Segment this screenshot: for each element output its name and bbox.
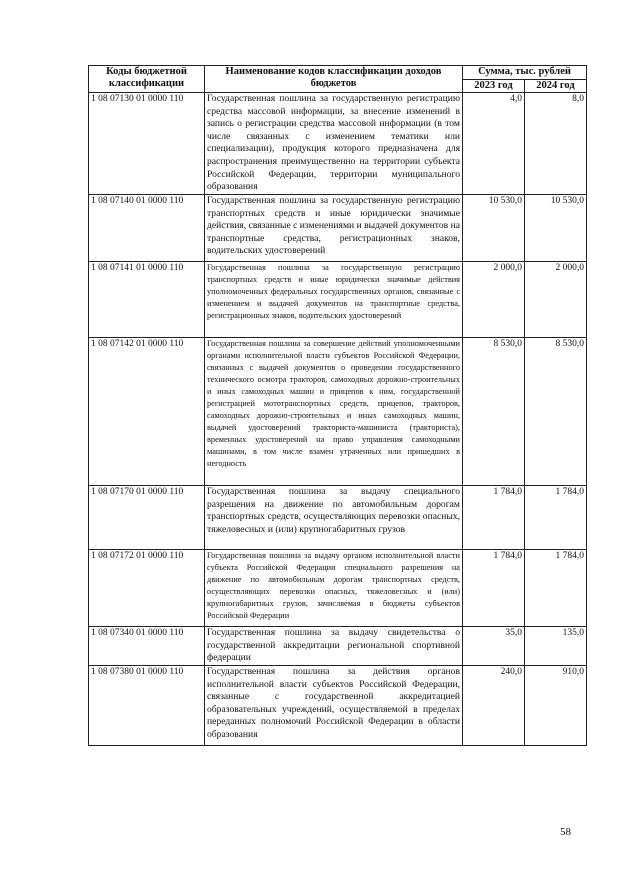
amount-2024: 1 784,0: [525, 550, 587, 627]
table-row: [89, 93, 587, 195]
budget-code: 1 08 07170 01 0000 110: [89, 486, 205, 550]
header-sum: Сумма, тыс. рублей: [463, 66, 587, 80]
amount-2023: 35,0: [463, 627, 525, 666]
code-name: Государственная пошлина за выдачу свидетельства о государственной аккредитации региональной спортивной федерации: [205, 627, 463, 666]
table-row: [89, 627, 587, 666]
amount-2023: 4,0: [463, 93, 525, 195]
amount-2024: 8,0: [525, 93, 587, 195]
table-row: [89, 338, 587, 486]
amount-2024: 8 530,0: [525, 338, 587, 486]
amount-2023: 240,0: [463, 666, 525, 746]
amount-2024: 910,0: [525, 666, 587, 746]
table-row: [89, 550, 587, 627]
code-name: Государственная пошлина за выдачу органом исполнительной власти субъекта Российской Федерации специального разрешения на движение по автомобильным дорогам транспортных средств, осуществляющих перевозки опасных, тяжеловесных и (или) крупногабаритных грузов, зачисляемая в бюджеты субъектов Российской Федерации: [205, 550, 463, 627]
header-year-2023: 2023 год: [463, 80, 525, 93]
budget-code: 1 08 07140 01 0000 110: [89, 195, 205, 262]
table-row: [89, 666, 587, 746]
amount-2023: 1 784,0: [463, 486, 525, 550]
code-name: Государственная пошлина за государственную регистрацию транспортных средств и иные юридически значимые действия уполномоченных федеральных государственных органов, связанные с изменением и выдачей документов на транспортные средства, регистрационных знаков, водительских удостоверений: [205, 262, 463, 338]
amount-2024: 10 530,0: [525, 195, 587, 262]
amount-2023: 8 530,0: [463, 338, 525, 486]
amount-2024: 2 000,0: [525, 262, 587, 338]
header-codes: Коды бюджетной классификации: [89, 66, 205, 93]
budget-code: 1 08 07142 01 0000 110: [89, 338, 205, 486]
budget-code: 1 08 07380 01 0000 110: [89, 666, 205, 746]
budget-code: 1 08 07340 01 0000 110: [89, 627, 205, 666]
amount-2023: 2 000,0: [463, 262, 525, 338]
code-name: Государственная пошлина за государственную регистрацию средства массовой информации, за внесение изменений в запись о регистрации средства массовой информации (в том числе связанных с изменением тематики или специализации), продукция которого предназначена для распространения преимущественно на территории субъекта Российской Федерации, территории муниципального образования: [205, 93, 463, 195]
code-name: Государственная пошлина за государственную регистрацию транспортных средств и иные юридически значимые действия, связанные с изменениями и выдачей документов на транспортные средства, регистрационных знаков, водительских удостоверений: [205, 195, 463, 262]
table-row: [89, 195, 587, 262]
budget-code: 1 08 07141 01 0000 110: [89, 262, 205, 338]
amount-2023: 10 530,0: [463, 195, 525, 262]
budget-revenue-table: [88, 65, 587, 746]
amount-2024: 1 784,0: [525, 486, 587, 550]
table-row: [89, 486, 587, 550]
amount-2023: 1 784,0: [463, 550, 525, 627]
budget-code: 1 08 07130 01 0000 110: [89, 93, 205, 195]
header-year-2024: 2024 год: [525, 80, 587, 93]
code-name: Государственная пошлина за совершение действий уполномоченными органами исполнительной власти субъектов Российской Федерации, связанных с выдачей документов о проведении государственного технического осмотра тракторов, самоходных дорожно-строительных и иных самоходных машин и прицепов к ним, государственной регистрацией мототранспортных средств, прицепов, тракторов, самоходных дорожно-строительных и иных самоходных машин, выдачей удостоверений тракториста-машиниста (тракториста), временных удостоверений на право управления самоходными машинами, в том числе взамен утраченных или пришедших в негодность: [205, 338, 463, 486]
header-name: Наименование кодов классификации доходов бюджетов: [205, 66, 463, 93]
amount-2024: 135,0: [525, 627, 587, 666]
code-name: Государственная пошлина за выдачу специального разрешения на движение по автомобильным дорогам транспортных средств, осуществляющих перевозки опасных, тяжеловесных и (или) крупногабаритных грузов: [205, 486, 463, 550]
budget-code: 1 08 07172 01 0000 110: [89, 550, 205, 627]
code-name: Государственная пошлина за действия органов исполнительной власти субъектов Российской Федерации, связанные с государственной аккредитацией образовательных учреждений, осуществляемой в пределах переданных полномочий Российской Федерации в области образования: [205, 666, 463, 746]
table-row: [89, 262, 587, 338]
page-number: 58: [560, 826, 571, 838]
